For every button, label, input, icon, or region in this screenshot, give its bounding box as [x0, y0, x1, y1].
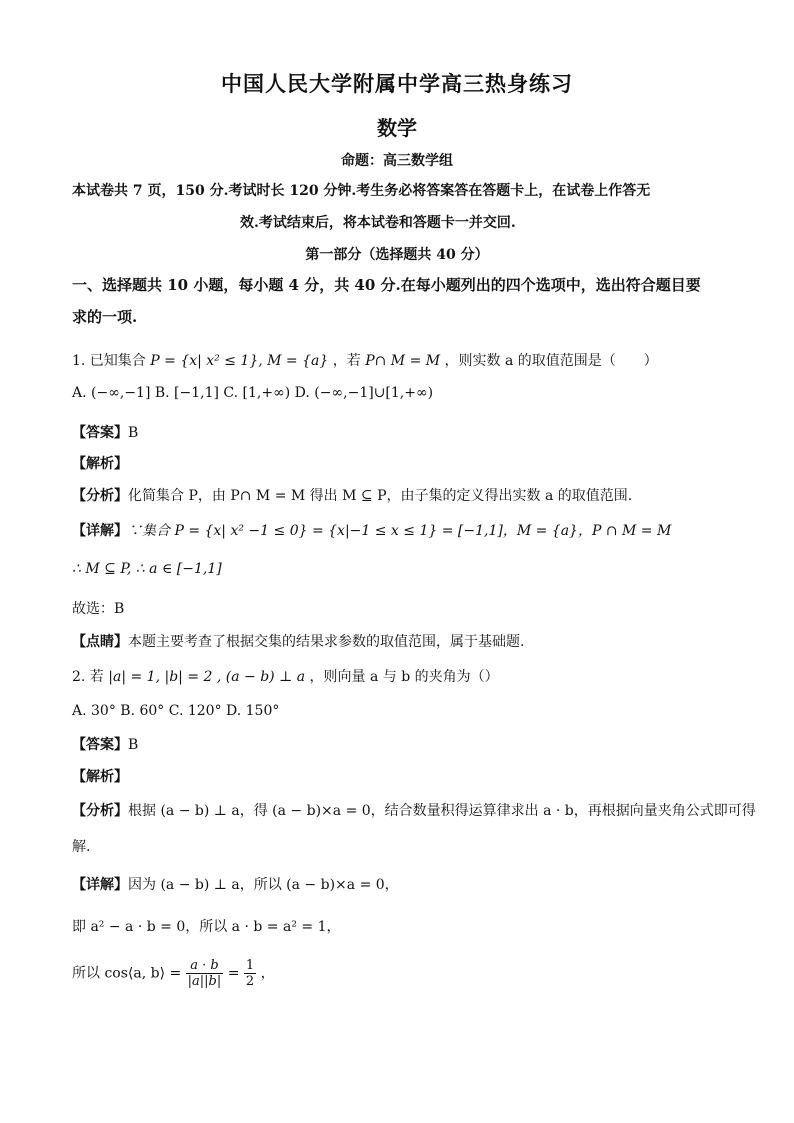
q1-dianjing-text: 本题主要考查了根据交集的结果求参数的取值范围，属于基础题. — [128, 634, 525, 650]
q2-detail-2: 即 a² − a · b = 0，所以 a · b = a² = 1， — [72, 919, 341, 935]
q1-detail-tag: 【详解】 — [72, 523, 128, 539]
q2-fraction-denominator: |a||b| — [187, 974, 222, 989]
part-one-heading: 第一部分（选择题共 40 分） — [305, 247, 489, 263]
q1-fenxi — [72, 485, 632, 505]
q2-stem-condition: |a| = 1, |b| = 2 , (a − b) ⊥ a — [108, 669, 306, 685]
q2-detail-3 — [72, 958, 275, 989]
q1-stem-mid: ，若 — [332, 353, 361, 369]
q1-answer-value: B — [128, 425, 139, 441]
q1-stem-suffix: ，则实数 a 的取值范围是（ ） — [444, 353, 658, 369]
q2-fenxi-2: 解. — [72, 839, 91, 855]
q2-fraction-numerator: a · b — [186, 958, 224, 974]
intro-line-1: 本试卷共 7 页，150 分.考试时长 120 分钟.考生务必将答案答在答题卡上，在试卷上作答无 — [72, 183, 651, 199]
q1-answer-tag: 【答案】 — [72, 425, 128, 441]
q1-detail-text: ∵集合 P = {x| x² −1 ≤ 0} = {x|−1 ≤ x ≤ 1} = [−1,1]，M = {a}，P ∩ M = M — [128, 523, 672, 539]
q1-dianjing — [72, 631, 524, 651]
section-heading-1: 一、选择题共 10 小题，每小题 4 分，共 40 分.在每小题列出的四个选项中，选出符合题目要 — [72, 276, 701, 294]
q2-fenxi-tag: 【分析】 — [72, 803, 128, 819]
q2-fraction — [186, 958, 224, 989]
q2-tail: ， — [260, 965, 275, 982]
q2-detail-1 — [72, 874, 399, 894]
q1-dianjing-tag: 【点睛】 — [72, 634, 128, 650]
q2-stem-prefix: 2. 若 — [72, 669, 104, 685]
q2-equals: = — [227, 965, 240, 982]
q2-detail-text-1: 因为 (a − b) ⊥ a，所以 (a − b)×a = 0， — [128, 877, 399, 893]
q1-stem-condition: P∩ M = M — [365, 353, 441, 369]
q2-answer — [72, 734, 138, 754]
q2-answer-value: B — [128, 737, 139, 753]
q1-stem-prefix: 1. 已知集合 — [72, 353, 146, 369]
q2-half-fraction — [244, 958, 256, 989]
q1-conclusion: ∴ M ⊆ P, ∴ a ∈ [−1,1] — [72, 561, 222, 577]
q1-choose: 故选：B — [72, 601, 125, 617]
q1-stem — [72, 350, 658, 370]
q1-detail — [72, 520, 671, 540]
q2-half-denominator: 2 — [245, 974, 255, 989]
q1-answer — [72, 422, 138, 442]
q2-answer-tag: 【答案】 — [72, 737, 128, 753]
subject-title: 数学 — [377, 116, 417, 140]
q2-options: A. 30° B. 60° C. 120° D. 150° — [72, 703, 280, 719]
q2-detail-3-prefix: 所以 cos⟨a, b⟩ = — [72, 965, 182, 982]
q2-detail-tag: 【详解】 — [72, 877, 128, 893]
q2-half-numerator: 1 — [245, 958, 255, 973]
q1-options: A. (−∞,−1] B. [−1,1] C. [1,+∞) D. (−∞,−1]∪[1,+∞) — [72, 385, 434, 401]
exam-title: 中国人民大学附属中学高三热身练习 — [221, 71, 573, 96]
q2-stem — [72, 666, 499, 686]
q1-fenxi-tag: 【分析】 — [72, 488, 128, 504]
q2-fenxi-1 — [72, 800, 756, 820]
q1-stem-sets: P = {x| x² ≤ 1}, M = {a} — [150, 353, 329, 369]
section-heading-2: 求的一项. — [72, 308, 138, 326]
intro-line-2: 效.考试结束后，将本试卷和答题卡一并交回. — [240, 215, 516, 231]
q2-fenxi-text-1: 根据 (a − b) ⊥ a，得 (a − b)×a = 0，结合数量积得运算律求出 a · b，再根据向量夹角公式即可得 — [128, 803, 756, 819]
q1-analysis-tag: 【解析】 — [72, 456, 128, 472]
q1-fenxi-text: 化简集合 P，由 P∩ M = M 得出 M ⊆ P，由子集的定义得出实数 a 的取值范围. — [128, 488, 633, 504]
q2-stem-suffix: ，则向量 a 与 b 的夹角为（） — [309, 669, 499, 685]
author-line: 命题：高三数学组 — [341, 153, 453, 169]
q2-analysis-tag: 【解析】 — [72, 769, 128, 785]
